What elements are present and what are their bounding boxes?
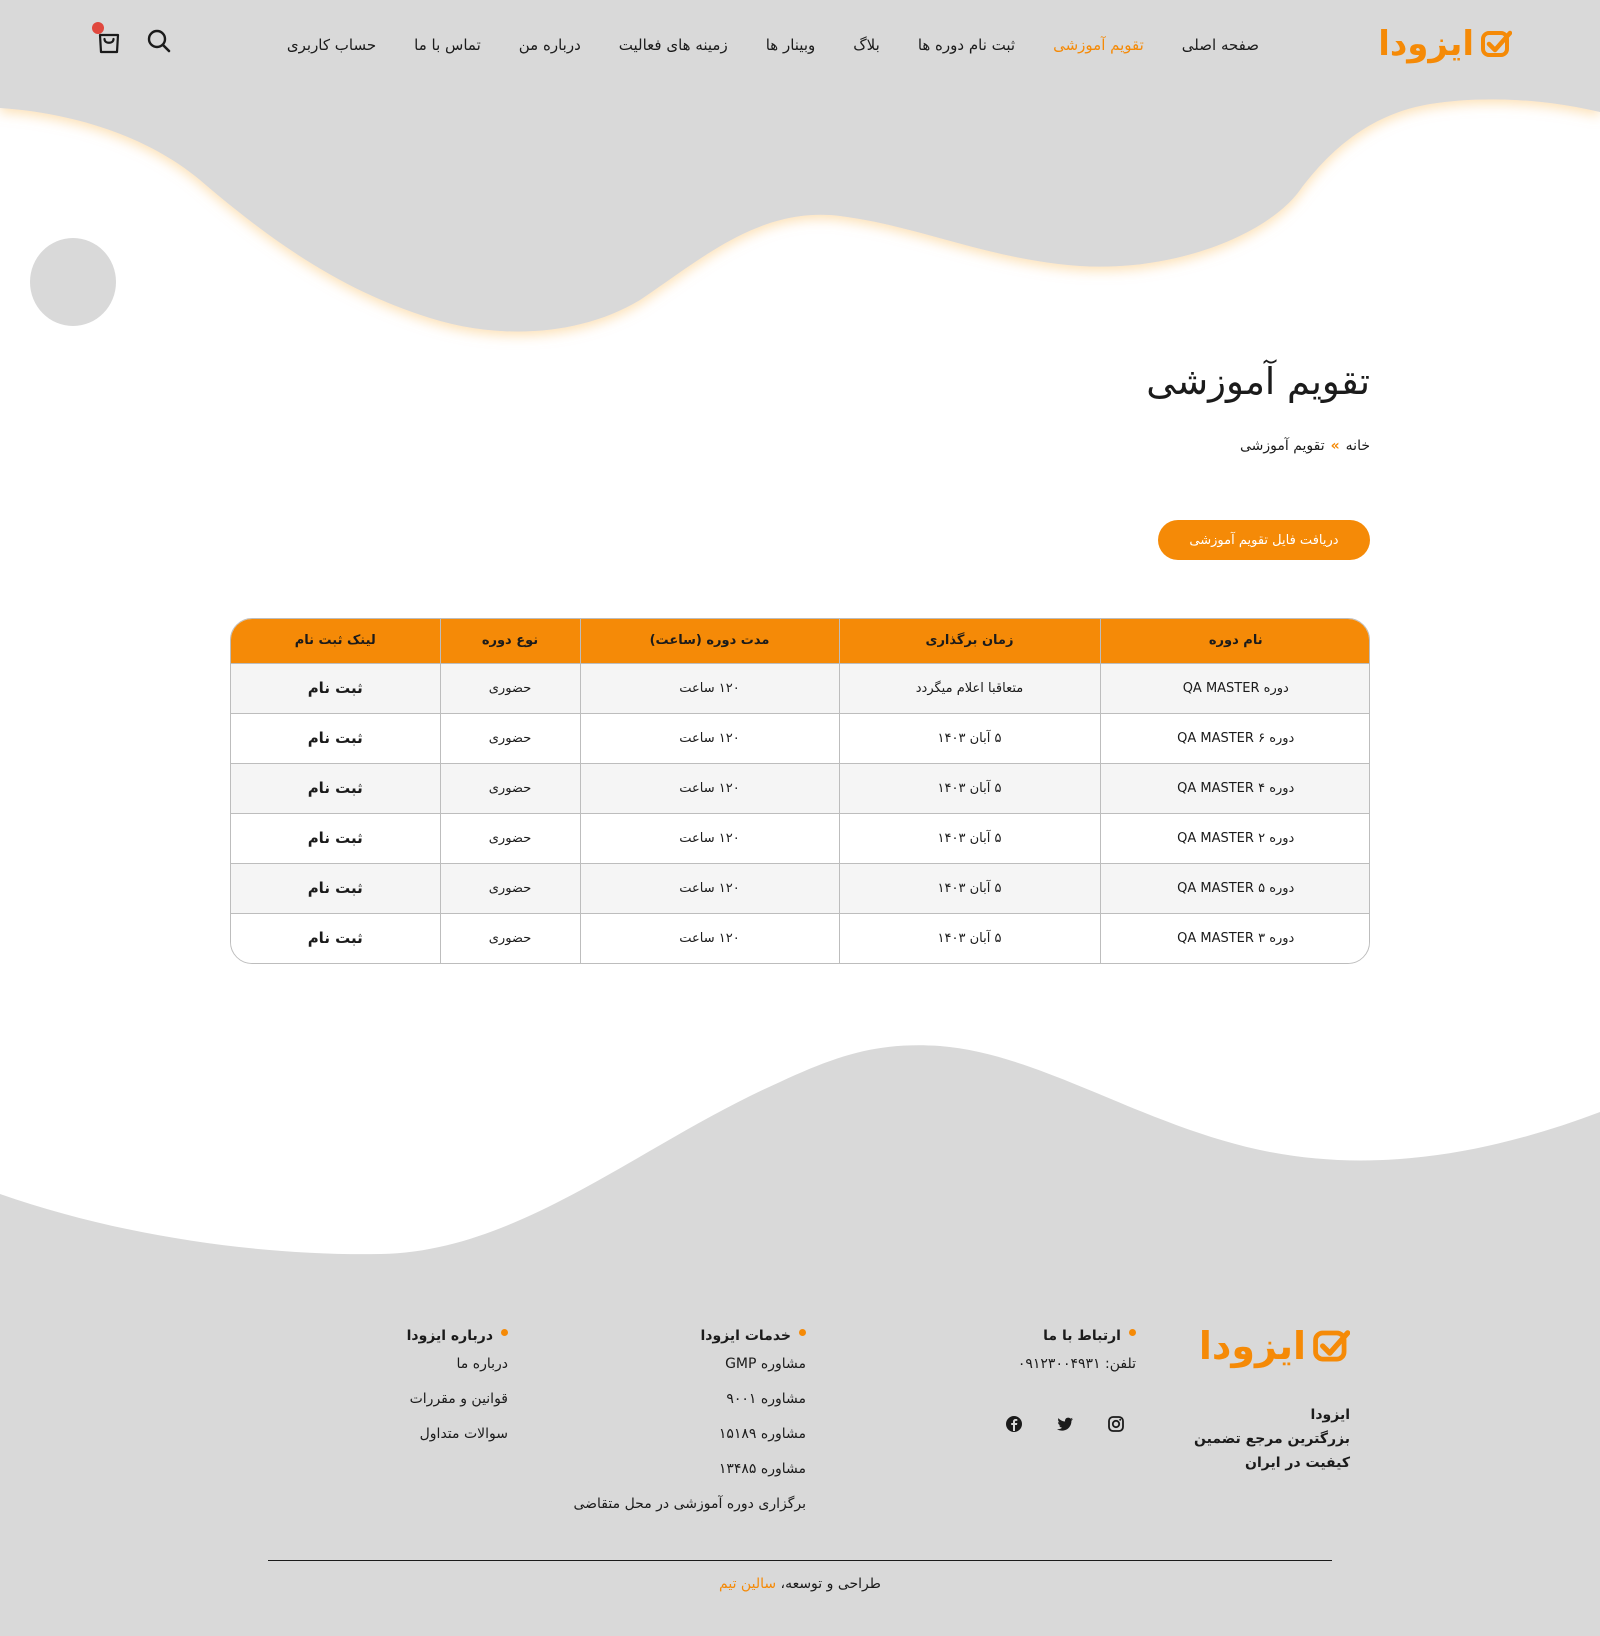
breadcrumb-home[interactable]: خانه [1345,438,1370,454]
register-link[interactable]: ثبت نام [307,829,363,847]
breadcrumb-current: تقویم آموزشی [1239,438,1325,454]
cell-course-name: دوره ۵ QA MASTER [1100,863,1370,913]
credit-prefix: طراحی و توسعه، [780,1576,881,1592]
facebook-icon[interactable] [1004,1414,1024,1434]
page-title: تقویم آموزشی [1146,360,1370,403]
table-row [231,863,1370,913]
cell-type: حضوری [440,663,580,713]
footer-credit [0,1576,1600,1592]
table-row [231,763,1370,813]
footer-services-title [573,1328,806,1344]
footer-contact-column [1018,1328,1136,1389]
check-shield-icon [1480,28,1512,60]
cell-type: حضوری [440,763,580,813]
footer-link-13485[interactable]: مشاوره ۱۳۴۸۵ [718,1461,806,1477]
cell-course-name: دوره ۴ QA MASTER [1100,763,1370,813]
footer-link-terms[interactable]: قوانین و مقررات [409,1391,508,1407]
credit-link[interactable]: سالین تیم [719,1576,777,1592]
tagline-line: ایزودا [1310,1407,1350,1423]
nav-item-blog[interactable]: بلاگ [853,36,880,54]
tagline-line: بزرگترین مرجع تضمین [1194,1431,1350,1447]
header-type: نوع دوره [440,619,580,663]
footer-contact-title-text: ارتباط با ما [1043,1328,1121,1344]
cell-date: ۵ آبان ۱۴۰۳ [839,913,1100,963]
register-link[interactable]: ثبت نام [307,729,363,747]
register-link[interactable]: ثبت نام [307,779,363,797]
twitter-icon[interactable] [1055,1414,1075,1434]
footer-services-column [573,1328,806,1529]
nav-item-account[interactable]: حساب کاربری [286,36,377,54]
nav-item-home[interactable]: صفحه اصلی [1181,36,1259,54]
cell-course-name: دوره ۲ QA MASTER [1100,813,1370,863]
nav-item-course-registration[interactable]: ثبت نام دوره ها [917,36,1016,54]
cell-registration [231,663,440,713]
footer-link-about-us[interactable]: درباره ما [456,1356,508,1372]
cell-date: ۵ آبان ۱۴۰۳ [839,763,1100,813]
cell-duration: ۱۲۰ ساعت [580,863,839,913]
cart-badge [92,22,104,34]
header-date: زمان برگذاری [839,619,1100,663]
brand-name: ایزودا [1378,24,1474,64]
cell-registration [231,913,440,963]
table-row [231,813,1370,863]
instagram-icon[interactable] [1106,1414,1126,1434]
breadcrumb-separator-icon: » [1330,438,1340,454]
cell-course-name: دوره ۶ QA MASTER [1100,713,1370,763]
check-shield-icon [1312,1327,1350,1365]
main-nav [268,32,1278,58]
download-calendar-button[interactable]: دریافت فایل تقویم آموزشی [1158,520,1370,560]
nav-item-about-me[interactable]: درباره من [518,36,581,54]
cell-type: حضوری [440,813,580,863]
cell-type: حضوری [440,713,580,763]
footer-link-onsite-training[interactable]: برگزاری دوره آموزشی در محل متقاضی [573,1496,806,1512]
footer-logo[interactable] [1199,1324,1350,1368]
cell-duration: ۱۲۰ ساعت [580,663,839,713]
footer-phone[interactable]: تلفن: ۰۹۱۲۳۰۰۴۹۳۱ [1017,1356,1136,1372]
cell-date: ۵ آبان ۱۴۰۳ [839,813,1100,863]
cell-duration: ۱۲۰ ساعت [580,713,839,763]
cell-type: حضوری [440,913,580,963]
footer-tagline [1190,1403,1350,1475]
register-link[interactable]: ثبت نام [307,879,363,897]
footer-about-column [407,1328,508,1459]
cell-course-name: دوره QA MASTER [1100,663,1370,713]
cell-registration [231,863,440,913]
nav-item-webinars[interactable]: وبینار ها [765,36,816,54]
cell-type: حضوری [440,863,580,913]
cell-duration: ۱۲۰ ساعت [580,763,839,813]
table-row [231,663,1370,713]
cell-date: متعاقبا اعلام میگردد [839,663,1100,713]
cell-duration: ۱۲۰ ساعت [580,813,839,863]
cell-registration [231,713,440,763]
footer-link-9001[interactable]: مشاوره ۹۰۰۱ [726,1391,806,1407]
social-links [1004,1414,1157,1434]
cell-registration [231,813,440,863]
footer-contact-title [1018,1328,1136,1344]
bullet-dot-icon [799,1329,806,1336]
course-table [230,618,1370,964]
decorative-blob [30,238,116,326]
tagline-line: کیفیت در ایران [1245,1455,1350,1471]
header-duration: مدت دوره (ساعت) [580,619,839,663]
register-link[interactable]: ثبت نام [307,929,363,948]
cell-course-name: دوره ۳ QA MASTER [1100,913,1370,963]
breadcrumb [1240,438,1370,454]
table-row [231,713,1370,763]
header-registration-link: لینک ثبت نام [231,619,440,663]
footer-services-title-text: خدمات ایزودا [700,1328,791,1344]
footer-link-gmp[interactable]: مشاوره GMP [725,1356,806,1372]
footer-link-15189[interactable]: مشاوره ۱۵۱۸۹ [718,1426,806,1442]
cart-button[interactable] [94,26,124,56]
footer-link-faq[interactable]: سوالات متداول [419,1426,508,1442]
footer-brand-name: ایزودا [1198,1324,1306,1368]
footer-about-title-text: درباره ایزودا [406,1328,493,1344]
nav-item-activity-fields[interactable]: زمینه های فعالیت [618,36,728,54]
cell-duration: ۱۲۰ ساعت [580,913,839,963]
nav-item-calendar[interactable]: تقویم آموزشی [1053,36,1144,54]
brand-logo[interactable] [1378,24,1512,64]
footer-about-title [407,1328,508,1344]
bullet-dot-icon [1129,1329,1136,1336]
header-course-name: نام دوره [1100,619,1370,663]
register-link[interactable]: ثبت نام [307,679,363,697]
search-button[interactable] [144,26,174,56]
cell-date: ۵ آبان ۱۴۰۳ [839,863,1100,913]
search-icon [144,26,174,56]
header-icons [94,26,174,56]
cell-date: ۵ آبان ۱۴۰۳ [839,713,1100,763]
table-header-row [231,619,1370,663]
table-row [231,913,1370,963]
footer-divider [268,1560,1332,1561]
nav-item-contact[interactable]: تماس با ما [414,36,481,54]
bullet-dot-icon [501,1329,508,1336]
cell-registration [231,763,440,813]
